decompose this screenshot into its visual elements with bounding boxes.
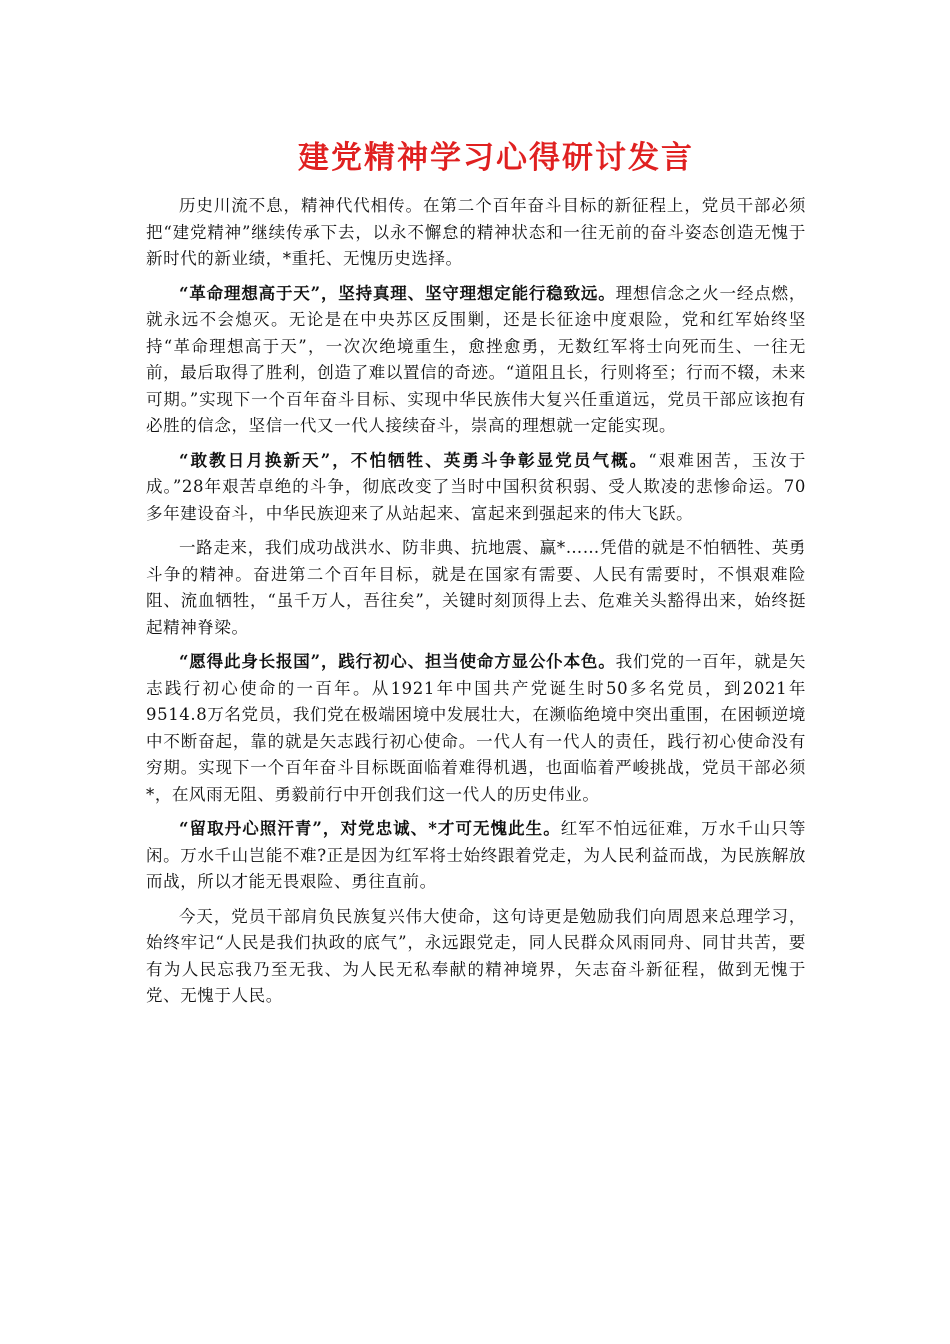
paragraph-1: [146, 193, 806, 273]
paragraph-text: 今天，党员干部肩负民族复兴伟大使命，这句诗更是勉励我们向周恩来总理学习，始终牢记“人民是我们执政的底气”，永远跟党走，同人民群众风雨同舟、同甘共苦，要有为人民忘我乃至无我、为人民无私奉献的精神境界，矢志奋斗新征程，做到无愧于党、无愧于人民。: [146, 906, 806, 1005]
document-title: 建党精神学习心得研讨发言: [298, 140, 694, 176]
paragraph-text: “艰难困苦，玉汝于成。”28年艰苦卓绝的斗争，彻底改变了当时中国积贫积弱、受人欺凌的悲惨命运。70多年建设奋斗，中华民族迎来了从站起来、富起来到强起来的伟大飞跃。: [146, 450, 806, 523]
paragraph-5: [146, 649, 806, 808]
paragraph-text: 一路走来，我们成功战洪水、防非典、抗地震、赢*……凭借的就是不怕牺牲、英勇斗争的精神。奋进第二个百年目标，就是在国家有需要、人民有需要时，不惧艰难险阻、流血牺牲，“虽千万人，吾往矣”，关键时刻顶得上去、危难关头豁得出来，始终挺起精神脊梁。: [146, 538, 806, 637]
paragraph-7: [146, 904, 806, 1010]
paragraph-lead: “愿得此身长报国”，践行初心、担当使命方显公仆本色。: [179, 652, 616, 671]
paragraph-6: [146, 816, 806, 896]
paragraph-2: [146, 281, 806, 440]
paragraph-text: 我们党的一百年，就是矢志践行初心使命的一百年。从1921年中国共产党诞生时50多名党员，到2021年9514.8万名党员，我们党在极端困境中发展壮大，在濒临绝境中突出重围，在困顿逆境中不断奋起，靠的就是矢志践行初心使命。一代人有一代人的责任，践行初心使命没有穷期。实现下一个百年奋斗目标既面临着难得机遇，也面临着严峻挑战，党员干部必须*，在风雨无阻、勇毅前行中开创我们这一代人的历史伟业。: [146, 652, 806, 804]
paragraph-text: 红军不怕远征难，万水千山只等闲。万水千山岂能不难?正是因为红军将士始终跟着党走，为人民利益而战，为民族解放而战，所以才能无畏艰险、勇往直前。: [146, 819, 806, 891]
paragraph-lead: “留取丹心照汗青”，对党忠诚、*才可无愧此生。: [179, 819, 561, 838]
paragraph-3: [146, 448, 806, 528]
paragraph-lead: “敢教日月换新天”，不怕牺牲、英勇斗争彰显党员气概。: [179, 450, 649, 470]
paragraph-4: [146, 535, 806, 641]
paragraph-text: 理想信念之火一经点燃，就永远不会熄灭。无论是在中央苏区反围剿，还是长征途中度艰险，党和红军始终坚持“革命理想高于天”，一次次绝境重生，愈挫愈勇，无数红军将士向死而生、一往无前，最后取得了胜利，创造了难以置信的奇迹。“道阻且长，行则将至；行而不辍，未来可期。”实现下一个百年奋斗目标、实现中华民族伟大复兴任重道远，党员干部应该抱有必胜的信念，坚信一代又一代人接续奋斗，崇高的理想就一定能实现。: [146, 283, 806, 435]
document-page: [146, 135, 806, 1018]
paragraph-lead: “革命理想高于天”，坚持真理、坚守理想定能行稳致远。: [179, 283, 616, 303]
paragraph-text: 历史川流不息，精神代代相传。在第二个百年奋斗目标的新征程上，党员干部必须把“建党精神”继续传承下去，以永不懈怠的精神状态和一往无前的奋斗姿态创造无愧于新时代的新业绩，*重托、无愧历史选择。: [146, 196, 806, 268]
